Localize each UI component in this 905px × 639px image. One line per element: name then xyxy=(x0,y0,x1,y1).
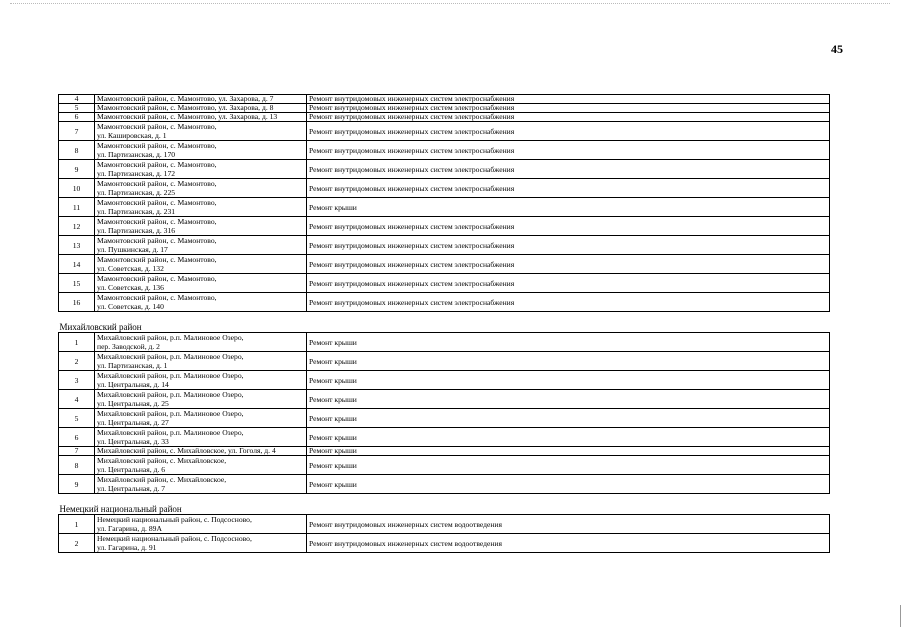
page-number: 45 xyxy=(831,42,843,56)
address-line: Михайловский район, с. Михайловское, xyxy=(97,475,227,484)
table-row xyxy=(59,447,830,456)
row-number: 8 xyxy=(59,141,95,160)
address-cell xyxy=(95,333,307,352)
work-type-cell: Ремонт крыши xyxy=(307,447,830,456)
address-cell xyxy=(95,428,307,447)
work-type-cell: Ремонт крыши xyxy=(307,456,830,475)
address-line: Мамонтовский район, с. Мамонтово, xyxy=(97,274,217,283)
address-cell xyxy=(95,456,307,475)
address-line: ул. Партизанская, д. 172 xyxy=(97,169,176,178)
row-number: 9 xyxy=(59,160,95,179)
table-row xyxy=(59,475,830,494)
address-cell xyxy=(95,390,307,409)
row-number: 7 xyxy=(59,447,95,456)
row-number: 14 xyxy=(59,255,95,274)
address-line: ул. Советская, д. 132 xyxy=(97,264,164,273)
address-line: ул. Центральная, д. 14 xyxy=(97,380,169,389)
address-line: Мамонтовский район, с. Мамонтово, xyxy=(97,293,217,302)
table-row xyxy=(59,333,830,352)
row-number: 1 xyxy=(59,333,95,352)
address-line: Михайловский район, р.п. Малиновое Озеро, xyxy=(97,371,244,380)
table-row xyxy=(59,515,830,534)
address-line: Михайловский район, р.п. Малиновое Озеро, xyxy=(97,428,244,437)
address-line: ул. Партизанская, д. 231 xyxy=(97,207,176,216)
address-line: ул. Партизанская, д. 225 xyxy=(97,188,176,197)
work-type-cell: Ремонт внутридомовых инженерных систем электроснабжения xyxy=(307,141,830,160)
address-line: ул. Центральная, д. 27 xyxy=(97,418,169,427)
address-line: ул. Гагарина, д. 89А xyxy=(97,524,162,533)
address-cell xyxy=(95,113,307,122)
address-cell xyxy=(95,352,307,371)
address-line: Мамонтовский район, с. Мамонтово, xyxy=(97,255,217,264)
address-line: Мамонтовский район, с. Мамонтово, ул. Захарова, д. 13 xyxy=(97,112,278,121)
address-line: ул. Центральная, д. 33 xyxy=(97,437,169,446)
table-row xyxy=(59,198,830,217)
row-number: 10 xyxy=(59,179,95,198)
district-name: Михайловский район xyxy=(59,312,830,333)
address-line: ул. Гагарина, д. 91 xyxy=(97,543,157,552)
address-cell xyxy=(95,104,307,113)
table-row xyxy=(59,371,830,390)
address-line: Мамонтовский район, с. Мамонтово, ул. Захарова, д. 7 xyxy=(97,94,274,103)
work-type-cell: Ремонт крыши xyxy=(307,475,830,494)
address-cell xyxy=(95,95,307,104)
district-header-row xyxy=(59,494,830,515)
address-cell xyxy=(95,409,307,428)
table-row xyxy=(59,456,830,475)
address-cell xyxy=(95,198,307,217)
address-cell xyxy=(95,475,307,494)
row-number: 13 xyxy=(59,236,95,255)
table-row xyxy=(59,255,830,274)
address-cell xyxy=(95,179,307,198)
address-cell xyxy=(95,534,307,553)
address-line: Мамонтовский район, с. Мамонтово, xyxy=(97,217,217,226)
row-number: 6 xyxy=(59,428,95,447)
table-row xyxy=(59,534,830,553)
address-cell xyxy=(95,236,307,255)
address-line: Михайловский район, р.п. Малиновое Озеро, xyxy=(97,333,244,342)
work-type-cell: Ремонт крыши xyxy=(307,352,830,371)
address-line: ул. Советская, д. 140 xyxy=(97,302,164,311)
table-row xyxy=(59,217,830,236)
work-type-cell: Ремонт внутридомовых инженерных систем электроснабжения xyxy=(307,255,830,274)
repair-program-table xyxy=(58,94,830,553)
address-line: ул. Центральная, д. 6 xyxy=(97,465,166,474)
row-number: 6 xyxy=(59,113,95,122)
row-number: 1 xyxy=(59,515,95,534)
address-line: ул. Центральная, д. 7 xyxy=(97,484,166,493)
address-cell xyxy=(95,217,307,236)
address-line: пер. Заводской, д. 2 xyxy=(97,342,160,351)
table-row xyxy=(59,409,830,428)
address-line: Михайловский район, с. Михайловское, xyxy=(97,456,227,465)
address-line: Мамонтовский район, с. Мамонтово, xyxy=(97,141,217,150)
table-row xyxy=(59,113,830,122)
address-cell xyxy=(95,141,307,160)
row-number: 3 xyxy=(59,371,95,390)
work-type-cell: Ремонт внутридомовых инженерных систем электроснабжения xyxy=(307,122,830,141)
address-cell xyxy=(95,447,307,456)
row-number: 2 xyxy=(59,534,95,553)
address-cell xyxy=(95,293,307,312)
row-number: 2 xyxy=(59,352,95,371)
table-row xyxy=(59,428,830,447)
table-row xyxy=(59,293,830,312)
work-type-cell: Ремонт внутридомовых инженерных систем электроснабжения xyxy=(307,113,830,122)
work-type-cell: Ремонт крыши xyxy=(307,390,830,409)
address-line: Немецкий национальный район, с. Подсосново, xyxy=(97,515,252,524)
row-number: 11 xyxy=(59,198,95,217)
row-number: 8 xyxy=(59,456,95,475)
address-line: Михайловский район, с. Михайловское, ул. Гоголя, д. 4 xyxy=(97,446,276,455)
address-line: ул. Партизанская, д. 316 xyxy=(97,226,176,235)
table-row xyxy=(59,352,830,371)
table-row xyxy=(59,274,830,293)
district-name: Немецкий национальный район xyxy=(59,494,830,515)
work-type-cell: Ремонт крыши xyxy=(307,371,830,390)
row-number: 12 xyxy=(59,217,95,236)
table-row xyxy=(59,104,830,113)
table-row xyxy=(59,236,830,255)
address-cell xyxy=(95,255,307,274)
address-line: Мамонтовский район, с. Мамонтово, xyxy=(97,179,217,188)
address-cell xyxy=(95,160,307,179)
work-type-cell: Ремонт крыши xyxy=(307,428,830,447)
scan-edge-mark xyxy=(900,605,901,627)
table-row xyxy=(59,160,830,179)
address-line: Мамонтовский район, с. Мамонтово, ул. Захарова, д. 8 xyxy=(97,103,274,112)
scan-top-edge xyxy=(10,3,890,4)
work-type-cell: Ремонт крыши xyxy=(307,333,830,352)
address-cell xyxy=(95,274,307,293)
address-line: Мамонтовский район, с. Мамонтово, xyxy=(97,236,217,245)
work-type-cell: Ремонт внутридомовых инженерных систем электроснабжения xyxy=(307,104,830,113)
address-line: ул. Пушкинская, д. 17 xyxy=(97,245,168,254)
work-type-cell: Ремонт внутридомовых инженерных систем электроснабжения xyxy=(307,236,830,255)
row-number: 16 xyxy=(59,293,95,312)
work-type-cell: Ремонт внутридомовых инженерных систем электроснабжения xyxy=(307,160,830,179)
row-number: 4 xyxy=(59,390,95,409)
table-row xyxy=(59,179,830,198)
address-line: Михайловский район, р.п. Малиновое Озеро, xyxy=(97,352,244,361)
address-cell xyxy=(95,371,307,390)
work-type-cell: Ремонт внутридомовых инженерных систем электроснабжения xyxy=(307,293,830,312)
address-line: ул. Партизанская, д. 1 xyxy=(97,361,168,370)
address-line: Мамонтовский район, с. Мамонтово, xyxy=(97,198,217,207)
address-cell xyxy=(95,122,307,141)
work-type-cell: Ремонт крыши xyxy=(307,409,830,428)
address-line: Мамонтовский район, с. Мамонтово, xyxy=(97,122,217,131)
table-row xyxy=(59,95,830,104)
address-line: ул. Партизанская, д. 170 xyxy=(97,150,176,159)
work-type-cell: Ремонт внутридомовых инженерных систем электроснабжения xyxy=(307,95,830,104)
table-row xyxy=(59,122,830,141)
address-line: ул. Кашировская, д. 1 xyxy=(97,131,167,140)
address-cell xyxy=(95,515,307,534)
work-type-cell: Ремонт внутридомовых инженерных систем водоотведения xyxy=(307,534,830,553)
row-number: 9 xyxy=(59,475,95,494)
address-line: Михайловский район, р.п. Малиновое Озеро, xyxy=(97,409,244,418)
row-number: 15 xyxy=(59,274,95,293)
address-line: Михайловский район, р.п. Малиновое Озеро, xyxy=(97,390,244,399)
table-row xyxy=(59,390,830,409)
address-line: ул. Центральная, д. 25 xyxy=(97,399,169,408)
row-number: 4 xyxy=(59,95,95,104)
row-number: 5 xyxy=(59,104,95,113)
row-number: 5 xyxy=(59,409,95,428)
work-type-cell: Ремонт крыши xyxy=(307,198,830,217)
table-body xyxy=(59,95,830,553)
work-type-cell: Ремонт внутридомовых инженерных систем электроснабжения xyxy=(307,179,830,198)
district-header-row xyxy=(59,312,830,333)
address-line: Мамонтовский район, с. Мамонтово, xyxy=(97,160,217,169)
work-type-cell: Ремонт внутридомовых инженерных систем водоотведения xyxy=(307,515,830,534)
work-type-cell: Ремонт внутридомовых инженерных систем электроснабжения xyxy=(307,217,830,236)
work-type-cell: Ремонт внутридомовых инженерных систем электроснабжения xyxy=(307,274,830,293)
address-line: Немецкий национальный район, с. Подсосново, xyxy=(97,534,252,543)
row-number: 7 xyxy=(59,122,95,141)
table-row xyxy=(59,141,830,160)
address-line: ул. Советская, д. 136 xyxy=(97,283,164,292)
